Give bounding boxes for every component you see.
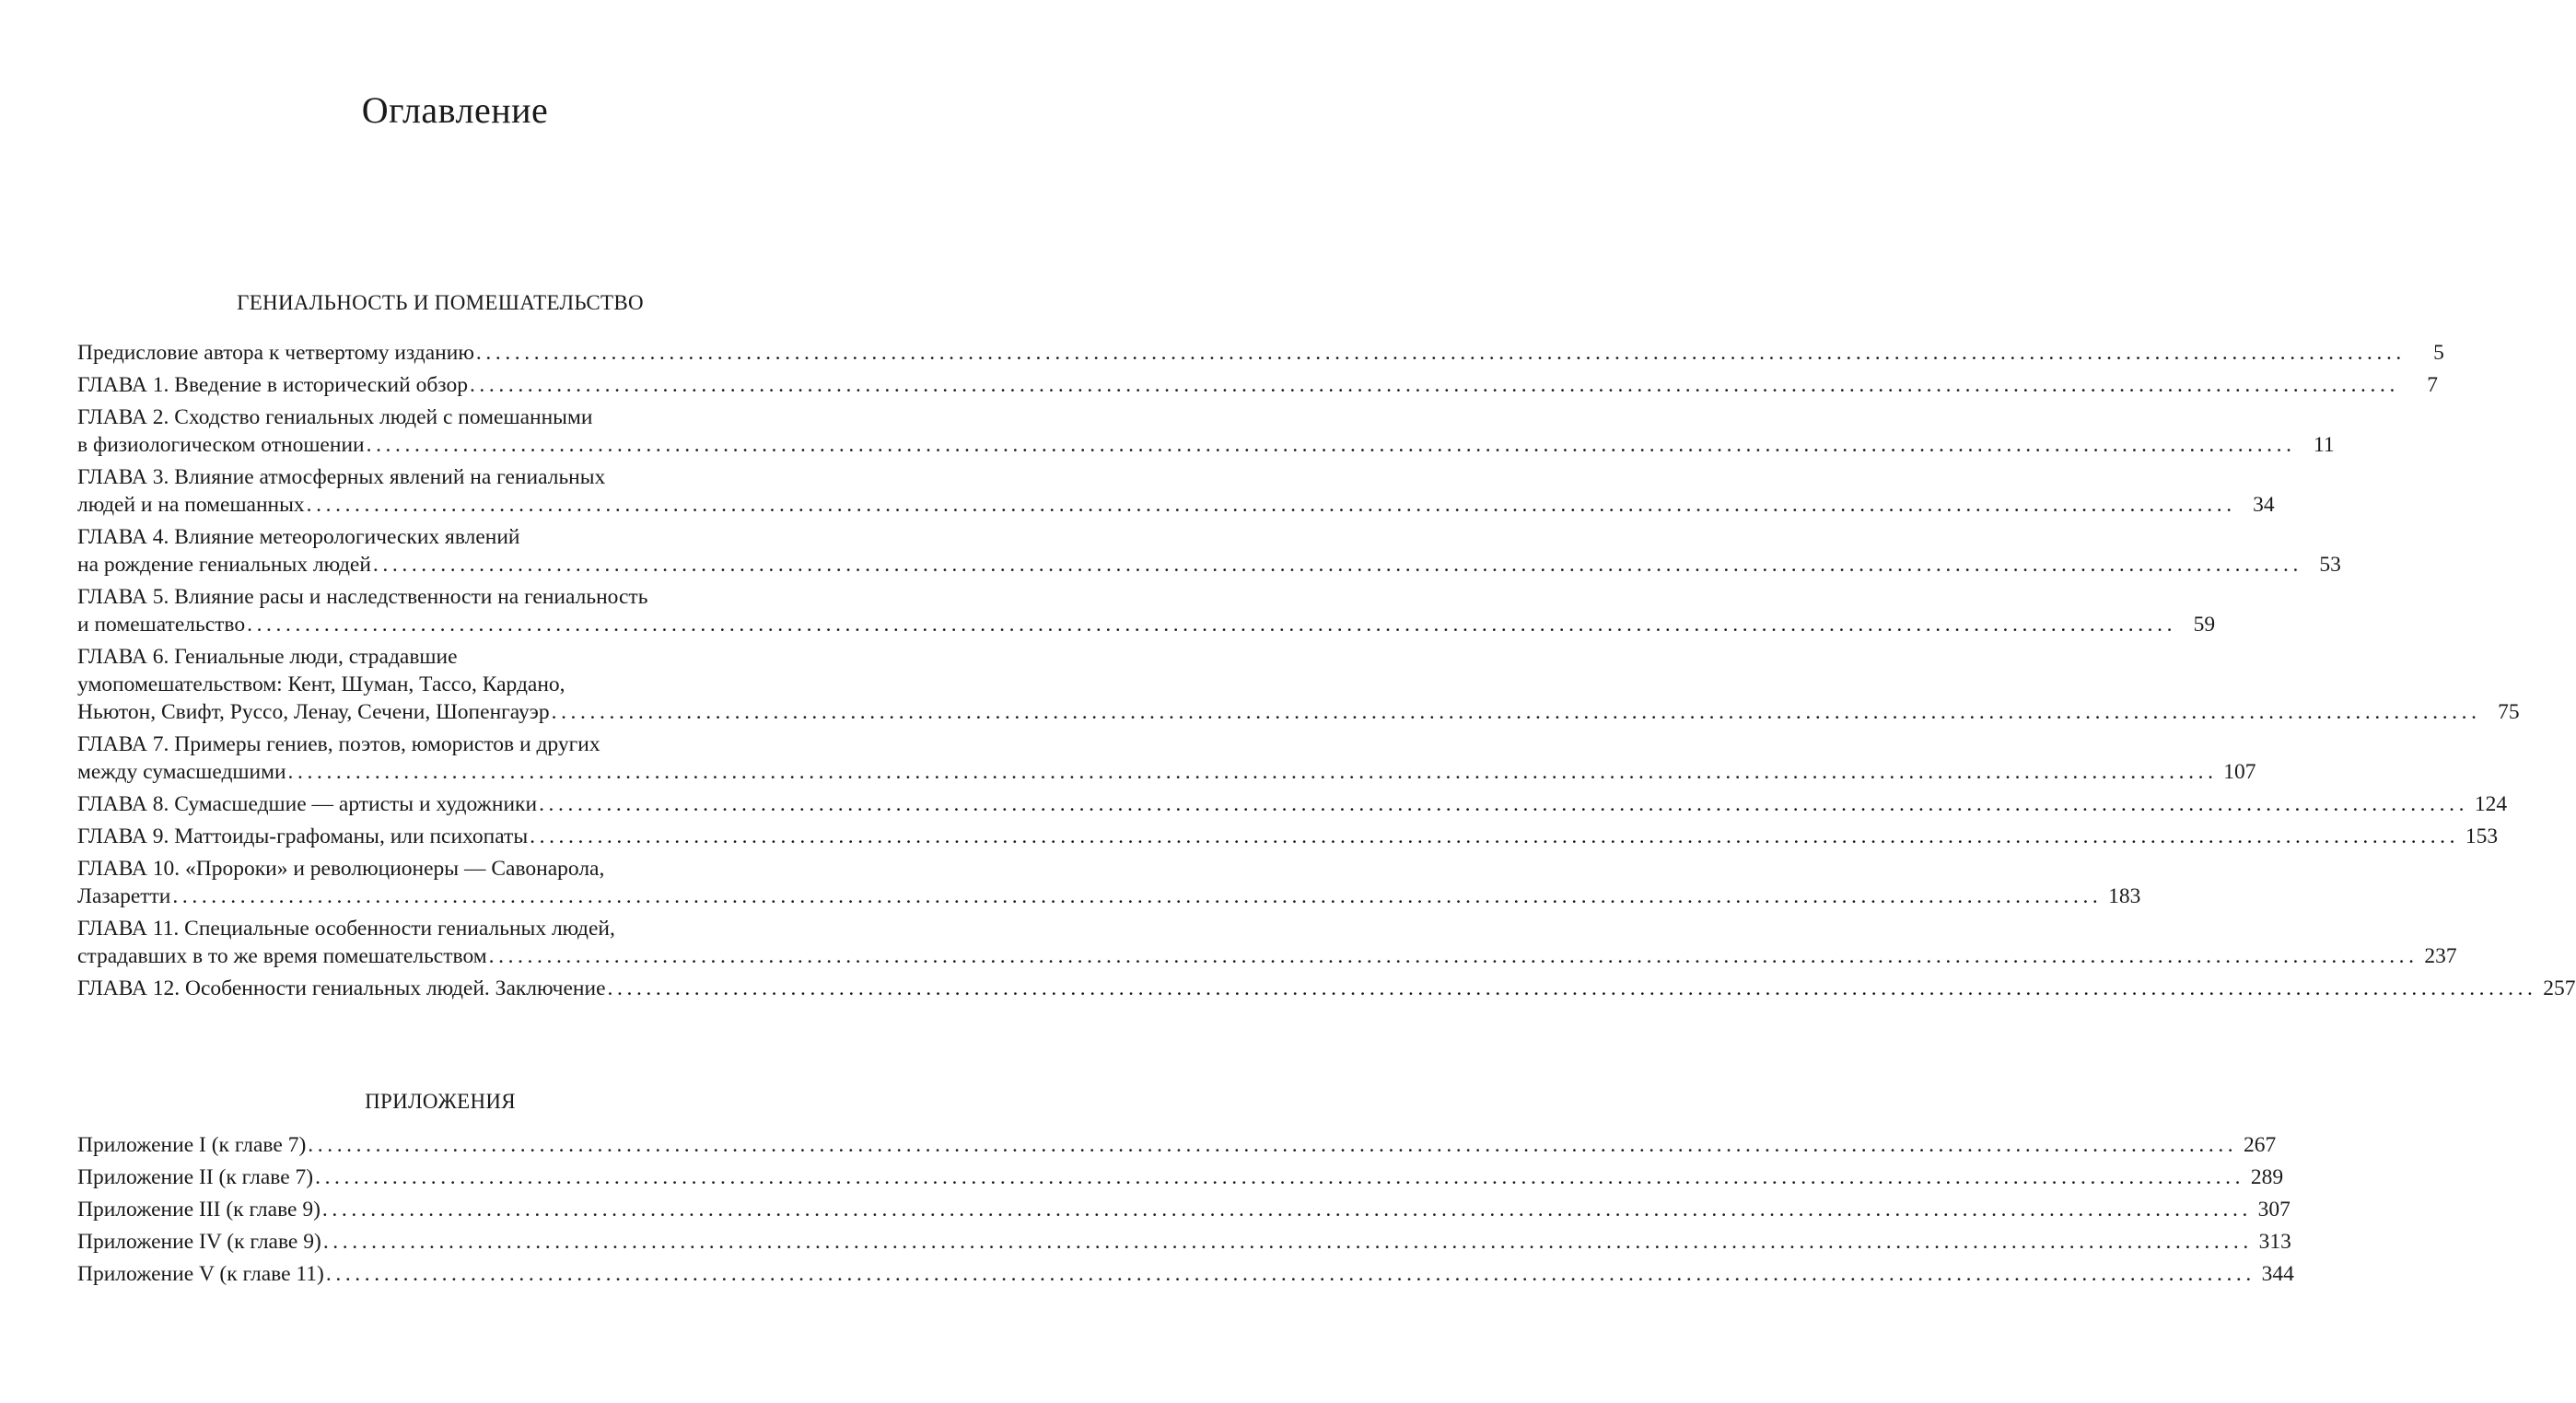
- toc-entry-text: ГЛАВА 12. Особенности гениальных людей. Заключение: [77, 976, 606, 1000]
- toc-entry[interactable]: [77, 523, 2341, 579]
- dot-leader: ........................................................................................................................................................................................................: [322, 1230, 2253, 1254]
- toc-entry[interactable]: [77, 583, 2216, 638]
- toc-entry[interactable]: [77, 1196, 2290, 1223]
- toc-page-number: 183: [2108, 884, 2141, 908]
- toc-entry-text: на рождение гениальных людей: [77, 553, 371, 577]
- dot-leader: ........................................................................................................................................................................................................: [247, 613, 2177, 637]
- toc-entry-text: ГЛАВА 6. Гениальные люди, страдавшие: [77, 645, 458, 669]
- toc-page-number: 53: [2319, 553, 2341, 577]
- toc-page-number: 289: [2250, 1165, 2284, 1189]
- toc-page-number: 34: [2253, 493, 2275, 517]
- toc-list-main: [77, 339, 2576, 1007]
- dot-leader: ........................................................................................................................................................................................................: [539, 792, 2469, 816]
- toc-page-number: 107: [2223, 760, 2256, 784]
- page-title: Оглавление: [361, 89, 549, 131]
- toc-entry[interactable]: [77, 403, 2335, 459]
- dot-leader: ........................................................................................................................................................................................................: [372, 553, 2302, 577]
- toc-entry[interactable]: [77, 1131, 2277, 1159]
- toc-entry-text: людей и на помешанных: [77, 493, 305, 517]
- toc-entry[interactable]: [77, 1260, 2294, 1288]
- toc-entry[interactable]: [77, 975, 2576, 1002]
- dot-leader: ........................................................................................................................................................................................................: [366, 433, 2296, 457]
- toc-entry-text: ГЛАВА 11. Специальные особенности гениальных людей,: [77, 917, 615, 941]
- toc-entry-text: умопомешательством: Кент, Шуман, Тассо, Кардано,: [77, 672, 565, 696]
- section-heading-main: ГЕНИАЛЬНОСТЬ И ПОМЕШАТЕЛЬСТВО: [237, 291, 644, 314]
- toc-entry-text: Приложение III (к главе 9): [77, 1198, 321, 1222]
- dot-leader: ........................................................................................................................................................................................................: [306, 493, 2236, 517]
- dot-leader: ........................................................................................................................................................................................................: [325, 1262, 2255, 1286]
- toc-entry-text: ГЛАВА 4. Влияние метеорологических явлений: [77, 525, 520, 549]
- toc-entry-text: в физиологическом отношении: [77, 433, 365, 457]
- toc-page-number: 153: [2465, 824, 2499, 848]
- toc-entry[interactable]: [77, 1163, 2284, 1191]
- toc-entry[interactable]: [77, 371, 2438, 399]
- toc-entry-text: между сумасшедшими: [77, 760, 286, 784]
- toc-entry[interactable]: [77, 915, 2457, 970]
- dot-leader: ........................................................................................................................................................................................................: [287, 760, 2218, 784]
- toc-page-number: 313: [2258, 1230, 2291, 1254]
- toc-entry-text: ГЛАВА 8. Сумасшедшие — артисты и художники: [77, 792, 538, 816]
- toc-entry[interactable]: [77, 823, 2499, 850]
- dot-leader: ........................................................................................................................................................................................................: [475, 341, 2406, 365]
- toc-page-number: 59: [2193, 613, 2216, 637]
- section-heading-appendices: ПРИЛОЖЕНИЯ: [365, 1090, 516, 1113]
- toc-entry-text: Предисловие автора к четвертому изданию: [77, 341, 474, 365]
- toc-list-appendices: [77, 1131, 2294, 1292]
- toc-entry[interactable]: [77, 1228, 2291, 1256]
- toc-page-number: 5: [2433, 341, 2444, 365]
- dot-leader: ........................................................................................................................................................................................................: [321, 1198, 2252, 1222]
- toc-entry-text: Ньютон, Свифт, Руссо, Ленау, Сечени, Шопенгауэр: [77, 700, 550, 724]
- toc-entry-text: ГЛАВА 7. Примеры гениев, поэтов, юмористов и других: [77, 732, 600, 756]
- toc-entry-text: Приложение I (к главе 7): [77, 1133, 307, 1157]
- dot-leader: ........................................................................................................................................................................................................: [488, 944, 2419, 968]
- toc-page-number: 344: [2261, 1262, 2294, 1286]
- toc-page-number: 257: [2543, 976, 2576, 1000]
- toc-entry-text: ГЛАВА 3. Влияние атмосферных явлений на гениальных: [77, 465, 606, 489]
- toc-page-number: 267: [2244, 1133, 2277, 1157]
- toc-page-number: 11: [2313, 433, 2335, 457]
- dot-leader: ........................................................................................................................................................................................................: [315, 1165, 2245, 1189]
- dot-leader: ........................................................................................................................................................................................................: [469, 373, 2399, 397]
- toc-entry-text: ГЛАВА 2. Сходство гениальных людей с помешанными: [77, 405, 593, 429]
- toc-entry[interactable]: [77, 643, 2520, 726]
- toc-entry-text: ГЛАВА 1. Введение в исторический обзор: [77, 373, 468, 397]
- toc-page-number: 307: [2257, 1198, 2290, 1222]
- toc-entry[interactable]: [77, 790, 2508, 818]
- toc-entry-text: ГЛАВА 5. Влияние расы и наследственности на гениальность: [77, 585, 648, 609]
- toc-page-number: 237: [2424, 944, 2457, 968]
- toc-entry-text: Приложение V (к главе 11): [77, 1262, 324, 1286]
- dot-leader: ........................................................................................................................................................................................................: [551, 700, 2481, 724]
- toc-page-number: 75: [2498, 700, 2520, 724]
- toc-page-number: 124: [2474, 792, 2508, 816]
- toc-entry[interactable]: [77, 731, 2256, 786]
- toc-entry-text: Приложение II (к главе 7): [77, 1165, 314, 1189]
- dot-leader: ........................................................................................................................................................................................................: [308, 1133, 2238, 1157]
- dot-leader: ........................................................................................................................................................................................................: [530, 824, 2460, 848]
- dot-leader: ........................................................................................................................................................................................................: [172, 884, 2103, 908]
- toc-entry-text: и помешательство: [77, 613, 246, 637]
- toc-entry[interactable]: [77, 339, 2444, 367]
- toc-entry-text: ГЛАВА 9. Маттоиды-графоманы, или психопаты: [77, 824, 529, 848]
- toc-entry-text: страдавших в то же время помешательством: [77, 944, 487, 968]
- dot-leader: ........................................................................................................................................................................................................: [607, 976, 2537, 1000]
- toc-entry[interactable]: [77, 463, 2275, 519]
- toc-entry-text: ГЛАВА 10. «Пророки» и революционеры — Савонарола,: [77, 857, 605, 881]
- toc-entry-text: Лазаретти: [77, 884, 171, 908]
- toc-entry-text: Приложение IV (к главе 9): [77, 1230, 321, 1254]
- toc-page-number: 7: [2427, 373, 2438, 397]
- toc-entry[interactable]: [77, 855, 2141, 910]
